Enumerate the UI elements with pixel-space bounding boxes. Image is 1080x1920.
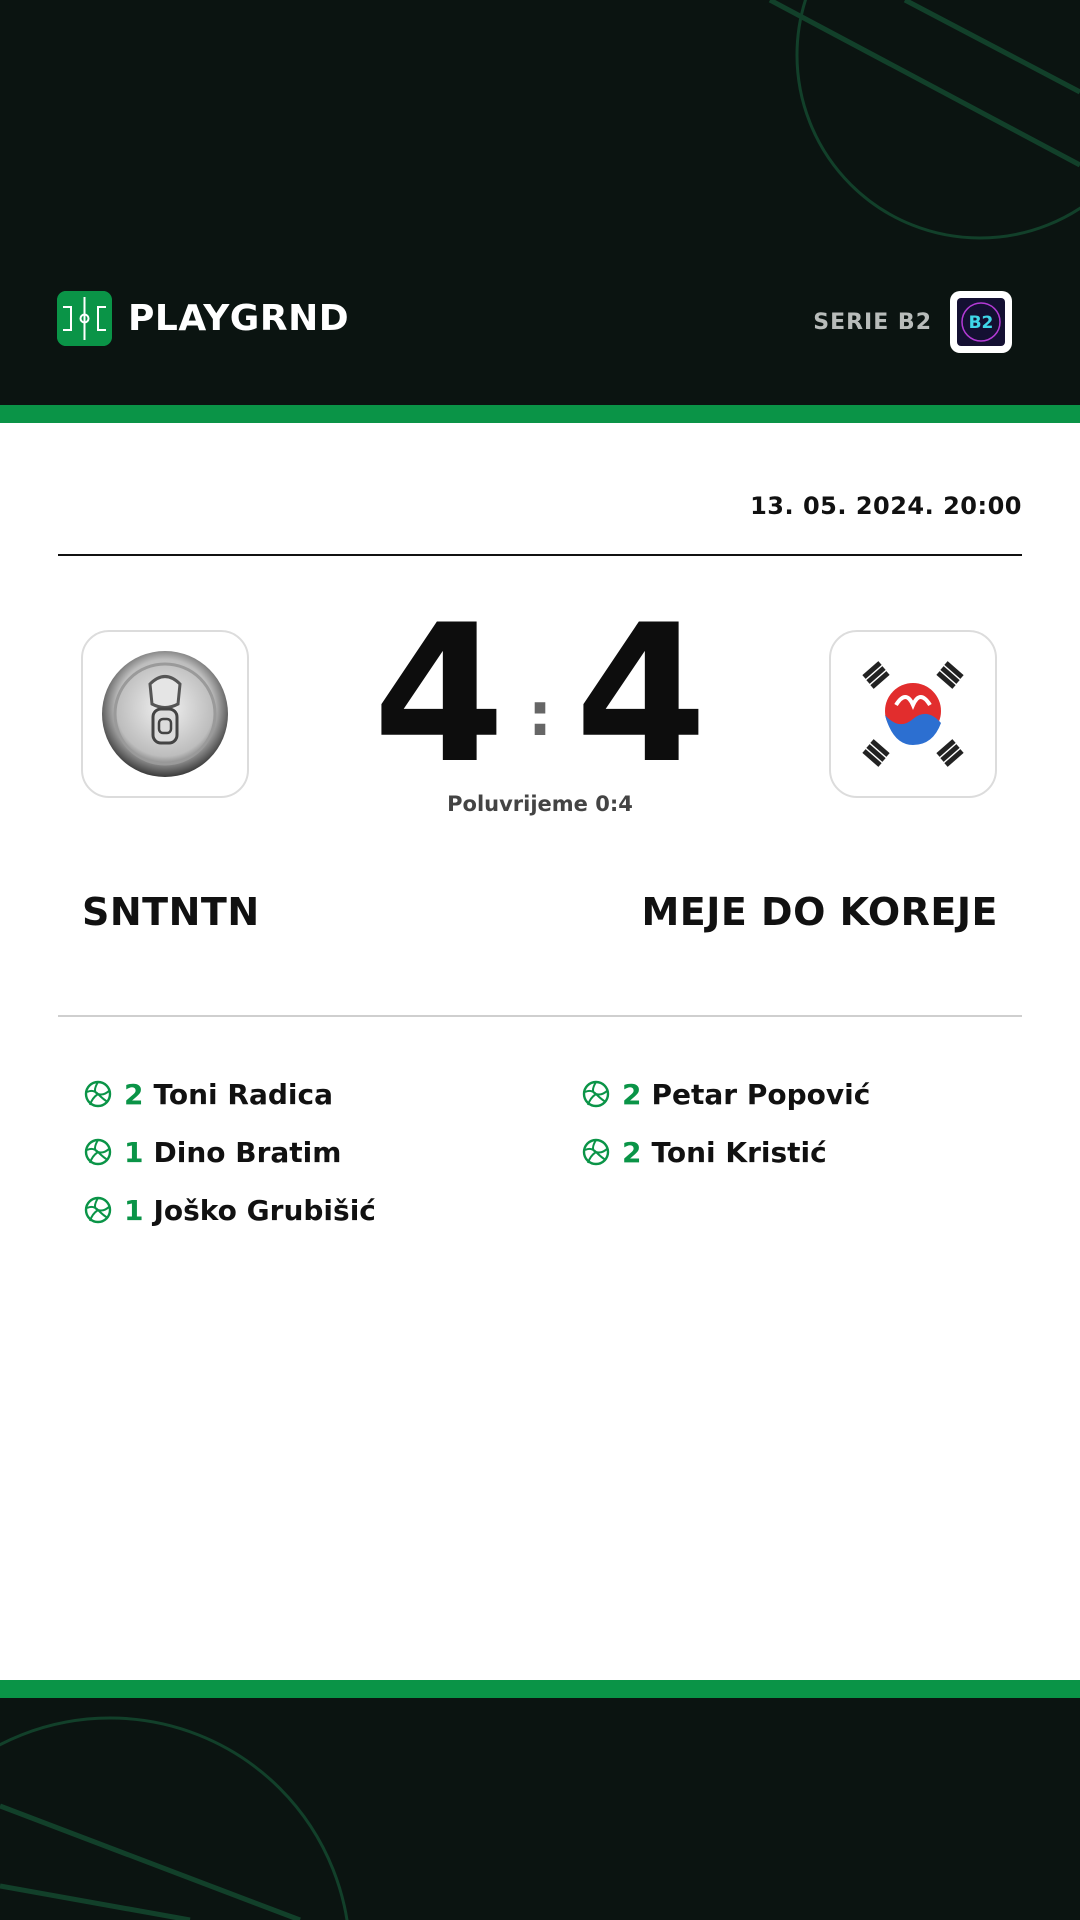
score-separator: : (528, 680, 552, 750)
volleyball-icon (84, 1196, 112, 1224)
away-score: 4 (574, 584, 708, 805)
goal-count: 2 (124, 1077, 144, 1111)
goal-count: 1 (124, 1193, 144, 1227)
footer-accent-bar (0, 1680, 1080, 1698)
away-team-name: MEJE DO KOREJE (641, 890, 998, 934)
scorer-name: Joško Grubišić (153, 1193, 376, 1227)
volleyball-icon (84, 1138, 112, 1166)
scorer-row (582, 1123, 870, 1181)
scorer-name: Toni Kristić (651, 1135, 827, 1169)
home-team-name: SNTNTN (82, 890, 260, 934)
header (0, 0, 1080, 405)
scorer-row (84, 1181, 376, 1239)
league-badge (950, 291, 1012, 353)
scorer-name: Dino Bratim (153, 1135, 342, 1169)
match-datetime: 13. 05. 2024. 20:00 (750, 492, 1022, 520)
scorer-name: Petar Popović (651, 1077, 871, 1111)
home-scorers (84, 1065, 376, 1239)
league (813, 291, 1012, 353)
divider (58, 554, 1022, 556)
header-accent-bar (0, 405, 1080, 423)
goal-count: 1 (124, 1135, 144, 1169)
divider (58, 1015, 1022, 1017)
home-score: 4 (372, 584, 506, 805)
away-scorers (582, 1065, 870, 1181)
pitch-icon (57, 291, 112, 346)
scorer-row (84, 1123, 376, 1181)
brand-name: PLAYGRND (128, 298, 350, 339)
volleyball-icon (582, 1138, 610, 1166)
league-logo-icon (957, 298, 1005, 346)
league-name: SERIE B2 (813, 309, 932, 335)
goal-count: 2 (622, 1135, 642, 1169)
halftime-score: Poluvrijeme 0:4 (447, 792, 633, 816)
scorer-row (84, 1065, 376, 1123)
brand (57, 291, 349, 346)
scorer-name: Toni Radica (153, 1077, 333, 1111)
volleyball-icon (582, 1080, 610, 1108)
scorer-row (582, 1065, 870, 1123)
footer-decoration (0, 1698, 1080, 1920)
footer (0, 1698, 1080, 1920)
goal-count: 2 (622, 1077, 642, 1111)
league-badge-text: B2 (968, 313, 994, 333)
volleyball-icon (84, 1080, 112, 1108)
